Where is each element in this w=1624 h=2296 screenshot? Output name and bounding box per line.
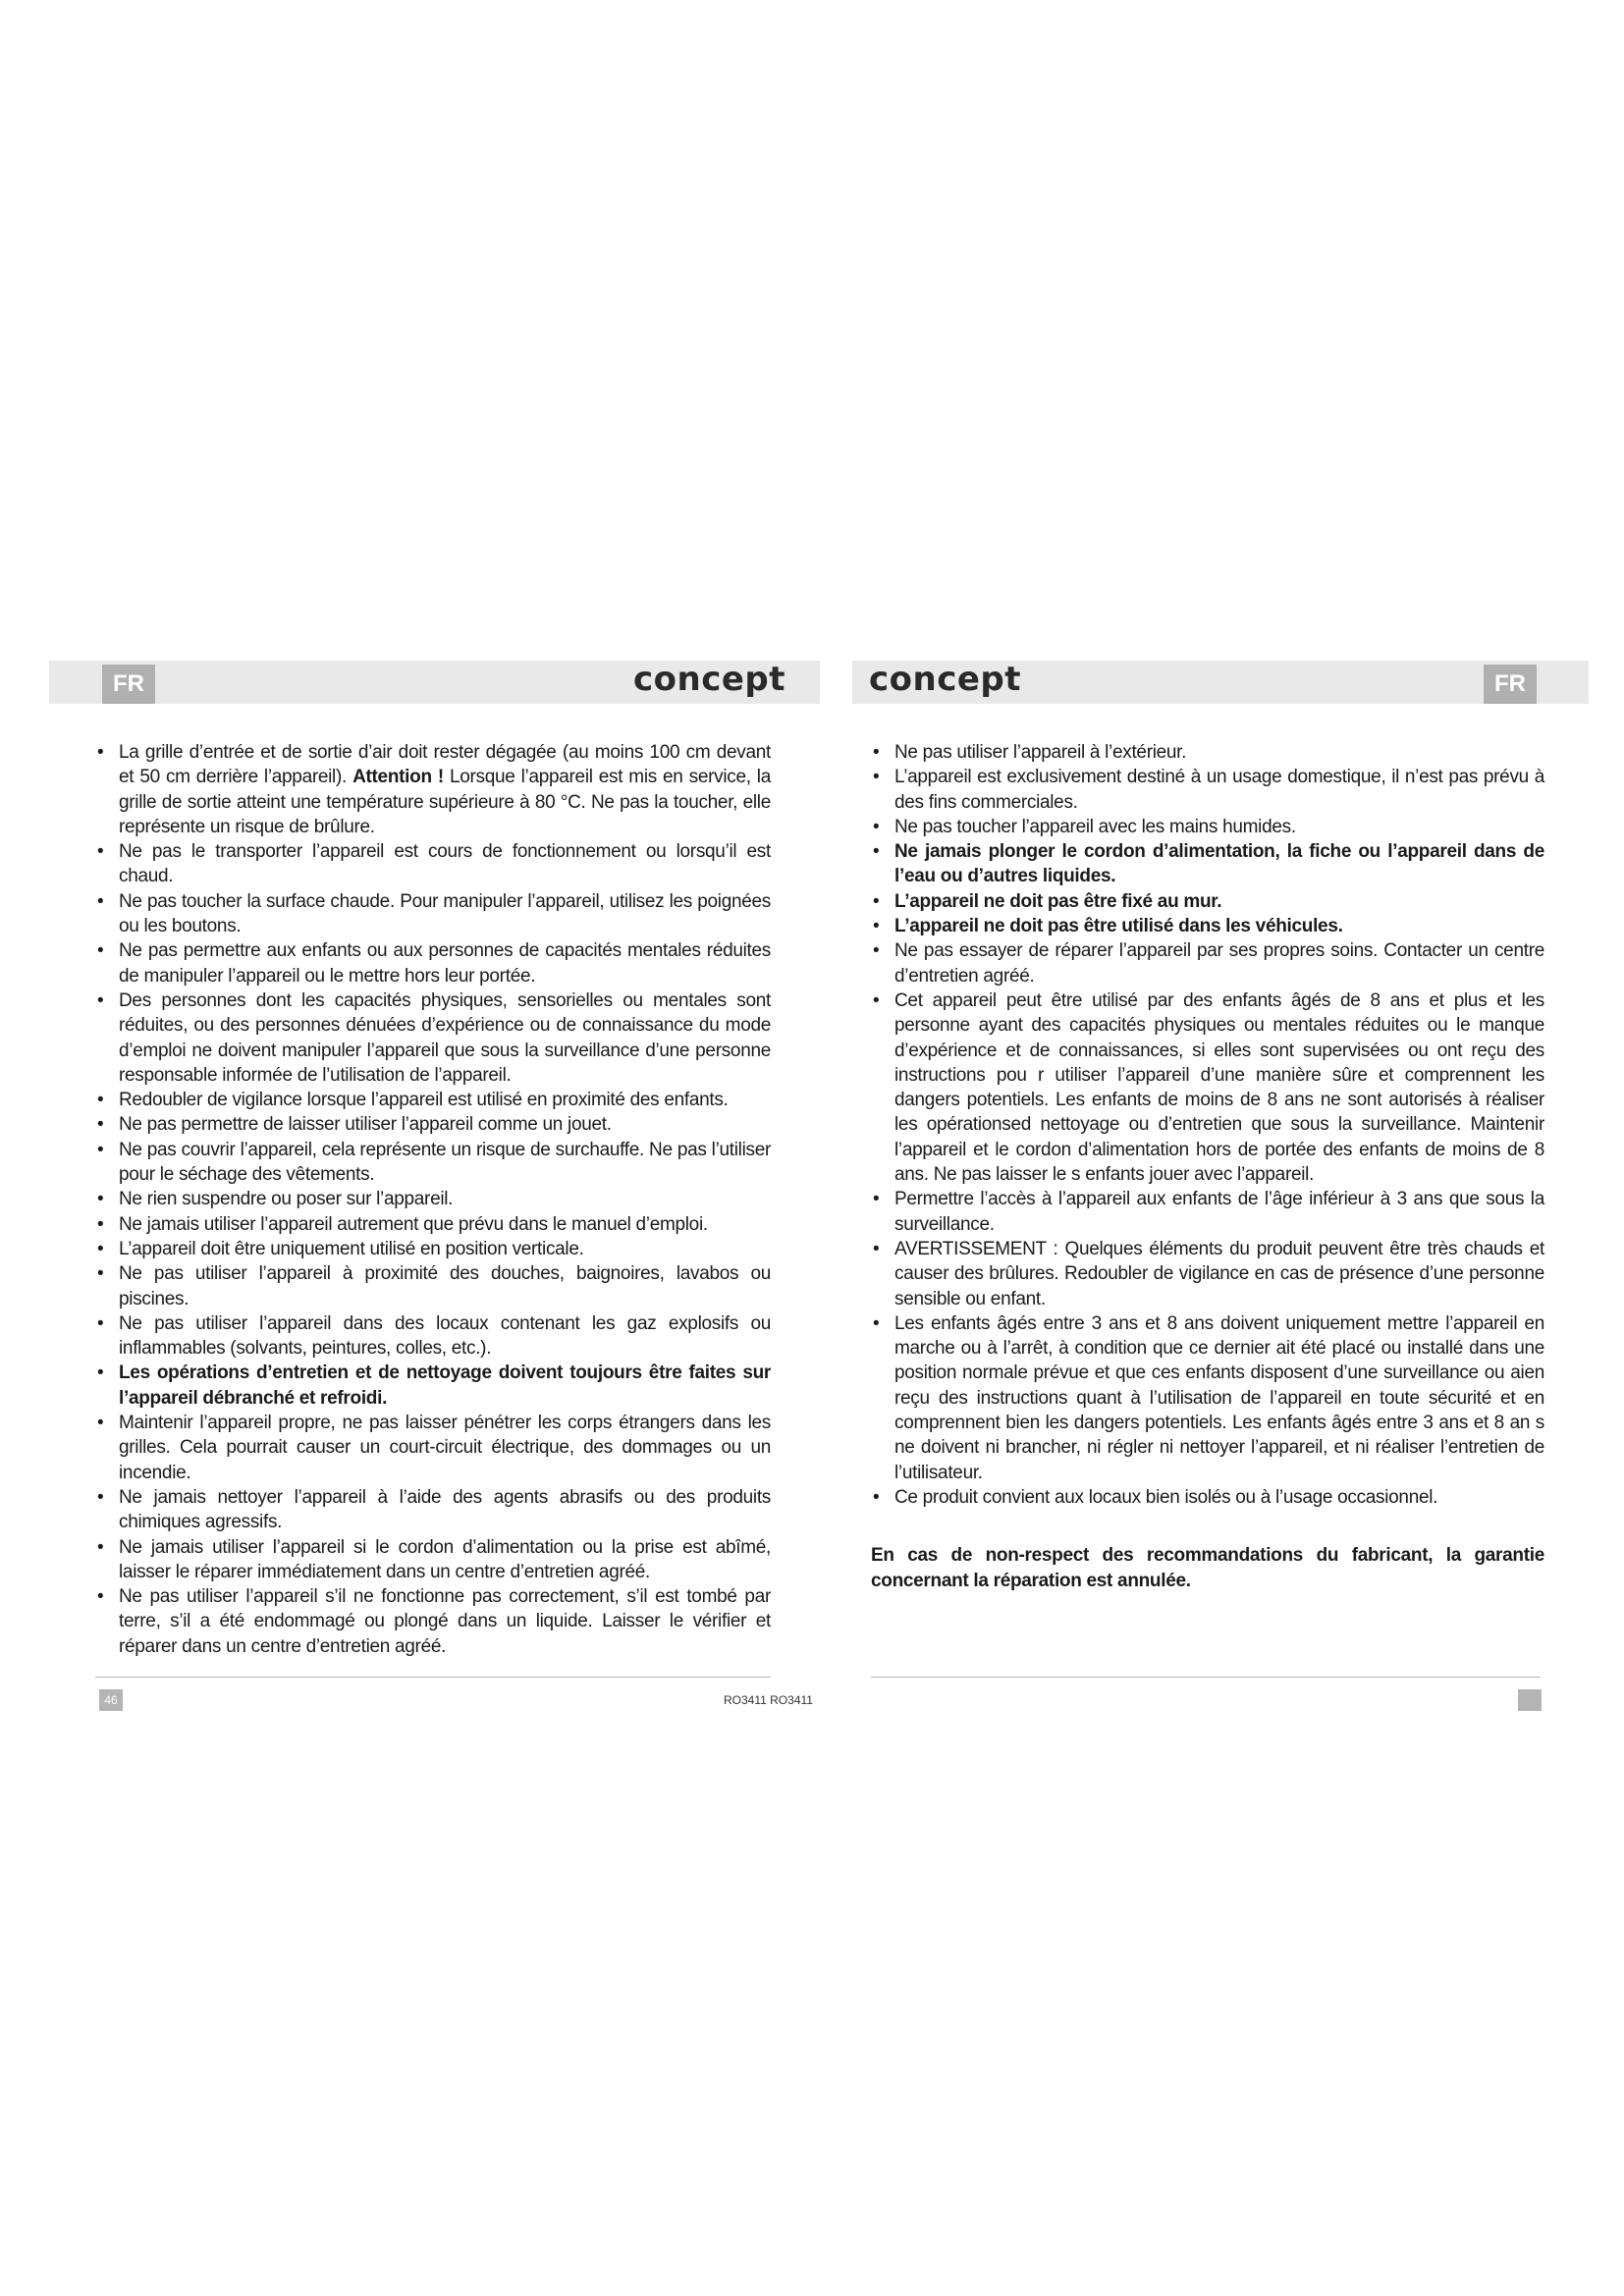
warranty-notice: En cas de non-respect des recommandations du fabricant, la garantie concernant la réparation est annulée. bbox=[871, 1545, 1544, 1591]
safety-item bbox=[95, 1187, 771, 1211]
safety-item bbox=[95, 1485, 771, 1535]
safety-item bbox=[95, 1237, 771, 1261]
safety-item bbox=[95, 1138, 771, 1188]
safety-item-pre: La grille d’entrée et de sortie d’air doit rester dégagée (au moins 100 cm devant et 50 cm derrière l’appareil). bbox=[119, 742, 771, 788]
safety-item bbox=[95, 740, 771, 839]
safety-item bbox=[871, 914, 1544, 938]
safety-item-pre: L’appareil est exclusivement destiné à un usage domestique, il n’est pas prévu à des fins commerciales. bbox=[894, 767, 1544, 813]
safety-item bbox=[871, 1485, 1544, 1510]
safety-item bbox=[95, 889, 771, 939]
safety-item-pre: AVERTISSEMENT : Quelques éléments du produit peuvent être très chauds et causer des brûlures. Redoubler de vigilance en cas de présence d’une personne sensible ou enfant. bbox=[894, 1238, 1544, 1309]
footer-divider-left bbox=[95, 1677, 771, 1678]
safety-item bbox=[871, 765, 1544, 815]
footer-divider-right bbox=[871, 1677, 1541, 1678]
language-badge-left: FR bbox=[102, 665, 155, 704]
safety-item bbox=[95, 839, 771, 889]
safety-item-pre: Des personnes dont les capacités physiques, sensorielles ou mentales sont réduites, ou des personnes dénuées d’expérience ou de connaissance du mode d’emploi ne doivent manipuler l’appareil que sous la surveillance d’une personne responsable informée de l’utilisation de l’appareil. bbox=[119, 989, 771, 1086]
safety-item bbox=[95, 988, 771, 1088]
left-column bbox=[95, 740, 771, 1659]
safety-item bbox=[95, 1112, 771, 1137]
brand-logo-right: concept bbox=[869, 660, 1022, 699]
safety-item-pre: Ne pas utiliser l’appareil à l’extérieur. bbox=[894, 742, 1187, 763]
brand-logo-left: concept bbox=[633, 660, 786, 699]
safety-item bbox=[95, 938, 771, 988]
safety-item-pre: Ne pas le transporter l’appareil est cours de fonctionnement ou lorsqu’il est chaud. bbox=[119, 841, 771, 887]
right-safety-list bbox=[871, 740, 1544, 1510]
safety-item-bold: Les opérations d’entretien et de nettoyage doivent toujours être faites sur l’appareil débranché et refroidi. bbox=[119, 1362, 771, 1409]
safety-item-pre: Permettre l’accès à l’appareil aux enfants de l’âge inférieur à 3 ans que sous la surveillance. bbox=[894, 1189, 1544, 1235]
safety-item-pre: Ne pas permettre aux enfants ou aux personnes de capacités mentales réduites de manipuler l’appareil ou le mettre hors leur portée. bbox=[119, 940, 771, 987]
safety-item-pre: Ne pas utiliser l’appareil s’il ne fonctionne pas correctement, s’il est tombé par terre, s’il a été endommagé ou plongé dans un liquide. Laisser le vérifier et réparer dans un centre d’entretien agréé. bbox=[119, 1586, 771, 1657]
safety-item bbox=[871, 1237, 1544, 1311]
safety-item-pre: Ne pas couvrir l’appareil, cela représente un risque de surchauffe. Ne pas l’utiliser pour le séchage des vêtements. bbox=[119, 1139, 771, 1186]
safety-item-pre: L’appareil doit être uniquement utilisé en position verticale. bbox=[119, 1238, 584, 1259]
safety-item-pre: Les enfants âgés entre 3 ans et 8 ans doivent uniquement mettre l’appareil en marche ou à l’arrêt, à condition que ce dernier ait été placé ou installé dans une position normale prévue et que ces enfants disposent d’une surveillance ou aien reçu des instructions quant à l’utilisation de l’appareil en toute sécurité et en comprennent bien les dangers potentiels. Les enfants âgés entre 3 ans et 8 an s ne doivent ni brancher, ni régler ni nettoyer l’appareil, et ni réaliser l’entretien de l’utilisateur. bbox=[894, 1312, 1544, 1483]
safety-item-bold: L’appareil ne doit pas être fixé au mur. bbox=[894, 890, 1222, 912]
safety-item bbox=[871, 1311, 1544, 1485]
safety-item-bold: L’appareil ne doit pas être utilisé dans les véhicules. bbox=[894, 916, 1343, 937]
safety-item bbox=[95, 1411, 771, 1485]
safety-item-bold: Attention ! bbox=[352, 767, 444, 788]
safety-item bbox=[95, 1584, 771, 1659]
safety-item-pre: Ne pas permettre de laisser utiliser l’appareil comme un jouet. bbox=[119, 1114, 612, 1136]
safety-item-pre: Ne jamais utiliser l’appareil si le cordon d’alimentation ou la prise est abîmé, laisser le réparer immédiatement dans un centre d’entretien agréé. bbox=[119, 1536, 771, 1582]
safety-item bbox=[871, 740, 1544, 765]
safety-item bbox=[95, 1311, 771, 1362]
safety-item-pre: Ne pas utiliser l’appareil à proximité des douches, baignoires, lavabos ou piscines. bbox=[119, 1263, 771, 1309]
safety-item-pre: Ne rien suspendre ou poser sur l’appareil. bbox=[119, 1189, 454, 1210]
safety-item-pre: Ne jamais utiliser l’appareil autrement que prévu dans le manuel d’emploi. bbox=[119, 1213, 708, 1235]
safety-item-pre: Ce produit convient aux locaux bien isolés ou à l’usage occasionnel. bbox=[894, 1486, 1438, 1508]
page-number-right bbox=[1518, 1689, 1542, 1711]
safety-item bbox=[871, 1187, 1544, 1237]
model-code: RO3411 RO3411 bbox=[724, 1693, 813, 1707]
left-safety-list bbox=[95, 740, 771, 1659]
page-number-left: 46 bbox=[99, 1689, 123, 1711]
safety-item-pre: Redoubler de vigilance lorsque l’appareil est utilisé en proximité des enfants. bbox=[119, 1090, 729, 1111]
safety-item bbox=[95, 1261, 771, 1311]
safety-item-pre: Ne pas toucher l’appareil avec les mains humides. bbox=[894, 816, 1296, 837]
safety-item bbox=[871, 815, 1544, 839]
safety-item-pre: Ne pas essayer de réparer l’appareil par ses propres soins. Contacter un centre d’entretien agréé. bbox=[894, 940, 1544, 987]
safety-item bbox=[871, 839, 1544, 889]
safety-item bbox=[95, 1361, 771, 1411]
safety-item bbox=[95, 1088, 771, 1112]
safety-item bbox=[871, 889, 1544, 914]
safety-item bbox=[95, 1535, 771, 1585]
safety-item-pre: Ne jamais nettoyer l’appareil à l’aide des agents abrasifs ou des produits chimiques agressifs. bbox=[119, 1486, 771, 1533]
safety-item-pre: Ne pas toucher la surface chaude. Pour manipuler l’appareil, utilisez les poignées ou les boutons. bbox=[119, 890, 771, 937]
safety-item bbox=[871, 988, 1544, 1187]
safety-item bbox=[871, 938, 1544, 988]
safety-item-pre: Maintenir l’appareil propre, ne pas laisser pénétrer les corps étrangers dans les grilles. Cela pourrait causer un court-circuit électrique, des dommages ou un incendie. bbox=[119, 1413, 771, 1483]
safety-item-post: Lorsque l’appareil est mis en service, la grille de sortie atteint une température supérieure à 80 °C. Ne pas la toucher, elle représente un risque de brûlure. bbox=[119, 767, 771, 837]
safety-item bbox=[95, 1212, 771, 1237]
safety-item-bold: Ne jamais plonger le cordon d’alimentation, la fiche ou l’appareil dans de l’eau ou d’autres liquides. bbox=[894, 841, 1544, 887]
safety-item-pre: Ne pas utiliser l’appareil dans des locaux contenant les gaz explosifs ou inflammables (solvants, peintures, colles, etc.). bbox=[119, 1312, 771, 1360]
language-badge-right: FR bbox=[1484, 665, 1537, 704]
right-column bbox=[871, 740, 1544, 1612]
safety-item-pre: Cet appareil peut être utilisé par des enfants âgés de 8 ans et plus et les personne ayant des capacités physiques ou mentales réduites ou le manque d’expérience et de connaissances, si elles sont supervisées ou ont reçu des instructions pou r utiliser l’appareil d’une manière sûre et comprennent les dangers potentiels. Les enfants de moins de 8 ans ne sont autorisés à réaliser les opérationsed nettoyage ou d’entretien que sous la surveillance. Maintenir l’appareil et le cordon d’alimentation hors de portée des enfants de moins de 8 ans. Ne pas laisser le s enfants jouer avec l’appareil. bbox=[894, 989, 1544, 1186]
